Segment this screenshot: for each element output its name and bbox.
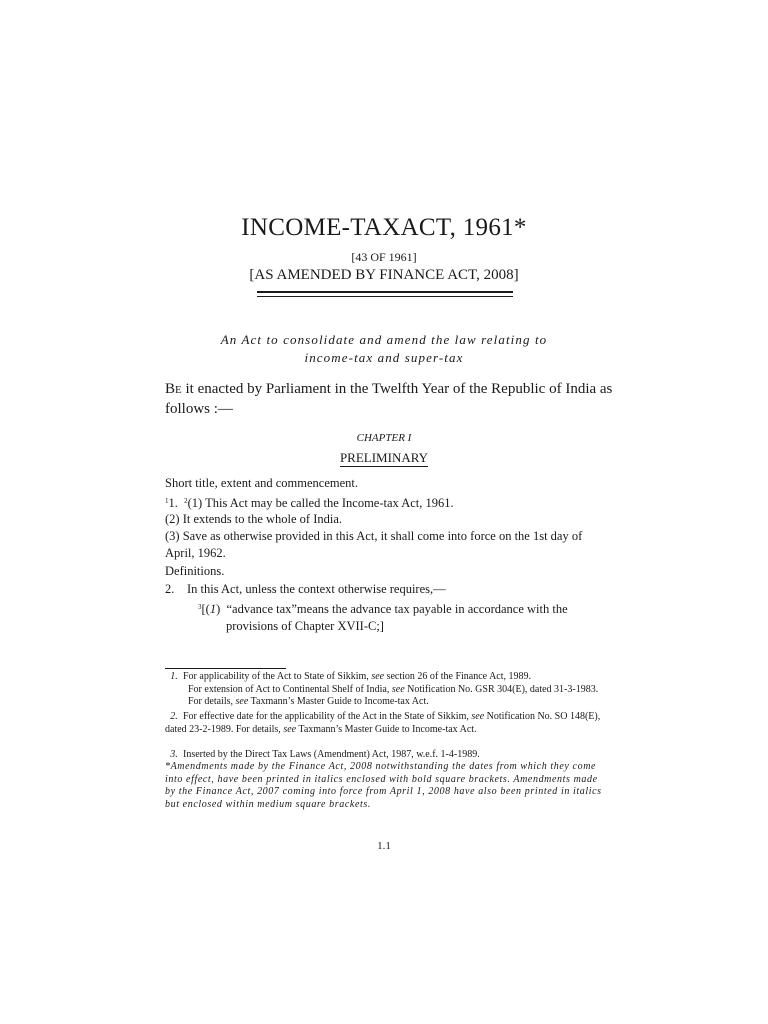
definition-number: 1	[209, 602, 217, 616]
footnote-rule	[165, 668, 286, 669]
footnote-3-text: Inserted by the Direct Tax Laws (Amendment) Act, 1987, w.e.f. 1-4-1989.	[183, 749, 480, 760]
enactment-small-cap: E	[175, 384, 182, 396]
section-2-text: In this Act, unless the context otherwise requires,—	[187, 582, 446, 596]
section-1-number: 1.	[168, 496, 178, 510]
title-rule-thin	[257, 296, 513, 297]
definition-text: “advance tax”means the advance tax payable in accordance with the	[226, 602, 568, 616]
footnote-1	[165, 671, 610, 709]
footnote-ref-2[interactable]: 2	[184, 497, 188, 505]
footnote-2-see-2: see	[283, 723, 297, 735]
definition-continuation: provisions of Chapter XVII-C;]	[226, 619, 384, 633]
page-number: 1.1	[377, 840, 391, 852]
amendment-star-note: *Amendments made by the Finance Act, 2008 notwithstanding the dates from which they come into effect, have been printed in italics enclosed with bold square brackets. Amendments made by the Finance Act, 2007 coming into force from April 1, 2008 have also been printed in italics but enclosed within medium square brackets.	[165, 761, 602, 810]
short-title-heading: Short title, extent and commencement.	[165, 476, 358, 490]
footnote-1-text-e: Taxmann’s Master Guide to Income-tax Act.	[248, 696, 429, 707]
footnote-2-text-b: Notification No. SO 148(E), dated 23-2-1989. For details,	[165, 711, 601, 735]
footnote-1-text-d: Notification No. GSR 304(E), dated 31-3-1983. For details,	[188, 683, 599, 707]
title-rule-thick	[257, 291, 513, 293]
footnote-1-text-c: For extension of Act to Continental Shelf of India,	[188, 683, 392, 695]
section-2-number: 2.	[165, 582, 175, 596]
footnote-1-text-b: section 26 of the Finance Act, 1989.	[384, 671, 532, 682]
section-1-3: (3) Save as otherwise provided in this Act, it shall come into force on the 1st day of April, 1962.	[165, 529, 583, 560]
enactment-drop-letter: B	[165, 381, 176, 397]
footnote-1-see-2: see	[391, 683, 405, 695]
footnote-1-number: 1.	[170, 671, 178, 682]
preamble-line-1: An Act to consolidate and amend the law relating to	[220, 332, 548, 347]
definition-bracket-close: )	[216, 602, 221, 616]
act-title: INCOME-TAXACT, 1961*	[241, 214, 527, 241]
footnote-2-see-1: see	[471, 711, 485, 722]
enactment-text: it enacted by Parliament in the Twelfth Year of the Republic of India as follows :—	[165, 381, 613, 417]
chapter-title	[0, 450, 768, 466]
footnote-2	[165, 711, 610, 736]
footnote-3	[165, 749, 610, 762]
footnote-2-text-a: For effective date for the applicability of the Act in the State of Sikkim,	[183, 711, 472, 722]
section-2	[165, 581, 446, 598]
footnote-1-see-3: see	[235, 696, 249, 707]
preamble	[0, 331, 768, 367]
section-1	[165, 493, 454, 512]
section-1-2: (2) It extends to the whole of India.	[165, 512, 343, 526]
footnote-ref-1[interactable]: 1	[165, 497, 169, 505]
definition-bracket-open: [(	[201, 602, 210, 616]
preamble-line-2: income-tax and super-tax	[304, 350, 464, 365]
footnote-1-see-1: see	[371, 671, 385, 682]
enactment-clause	[165, 380, 615, 419]
chapter-title-text: PRELIMINARY	[339, 450, 429, 465]
act-number: [43 OF 1961]	[351, 250, 417, 264]
section-1-text: (1) This Act may be called the Income-tax Act, 1961.	[187, 496, 454, 510]
footnote-2-text-c: Taxmann’s Master Guide to Income-tax Act.	[296, 723, 477, 735]
footnote-1-text-a: For applicability of the Act to State of Sikkim,	[183, 671, 372, 682]
footnote-ref-3[interactable]: 3	[198, 603, 202, 611]
footnote-1-continuation	[165, 684, 610, 709]
footnote-3-number: 3.	[170, 749, 178, 760]
footnote-2-number: 2.	[170, 711, 178, 722]
definition-line-1	[198, 602, 568, 616]
definitions-heading: Definitions.	[165, 564, 225, 578]
definition-advance-tax	[198, 599, 608, 635]
amendment-note: [AS AMENDED BY FINANCE ACT, 2008]	[249, 267, 519, 283]
chapter-label: CHAPTER I	[356, 432, 412, 444]
